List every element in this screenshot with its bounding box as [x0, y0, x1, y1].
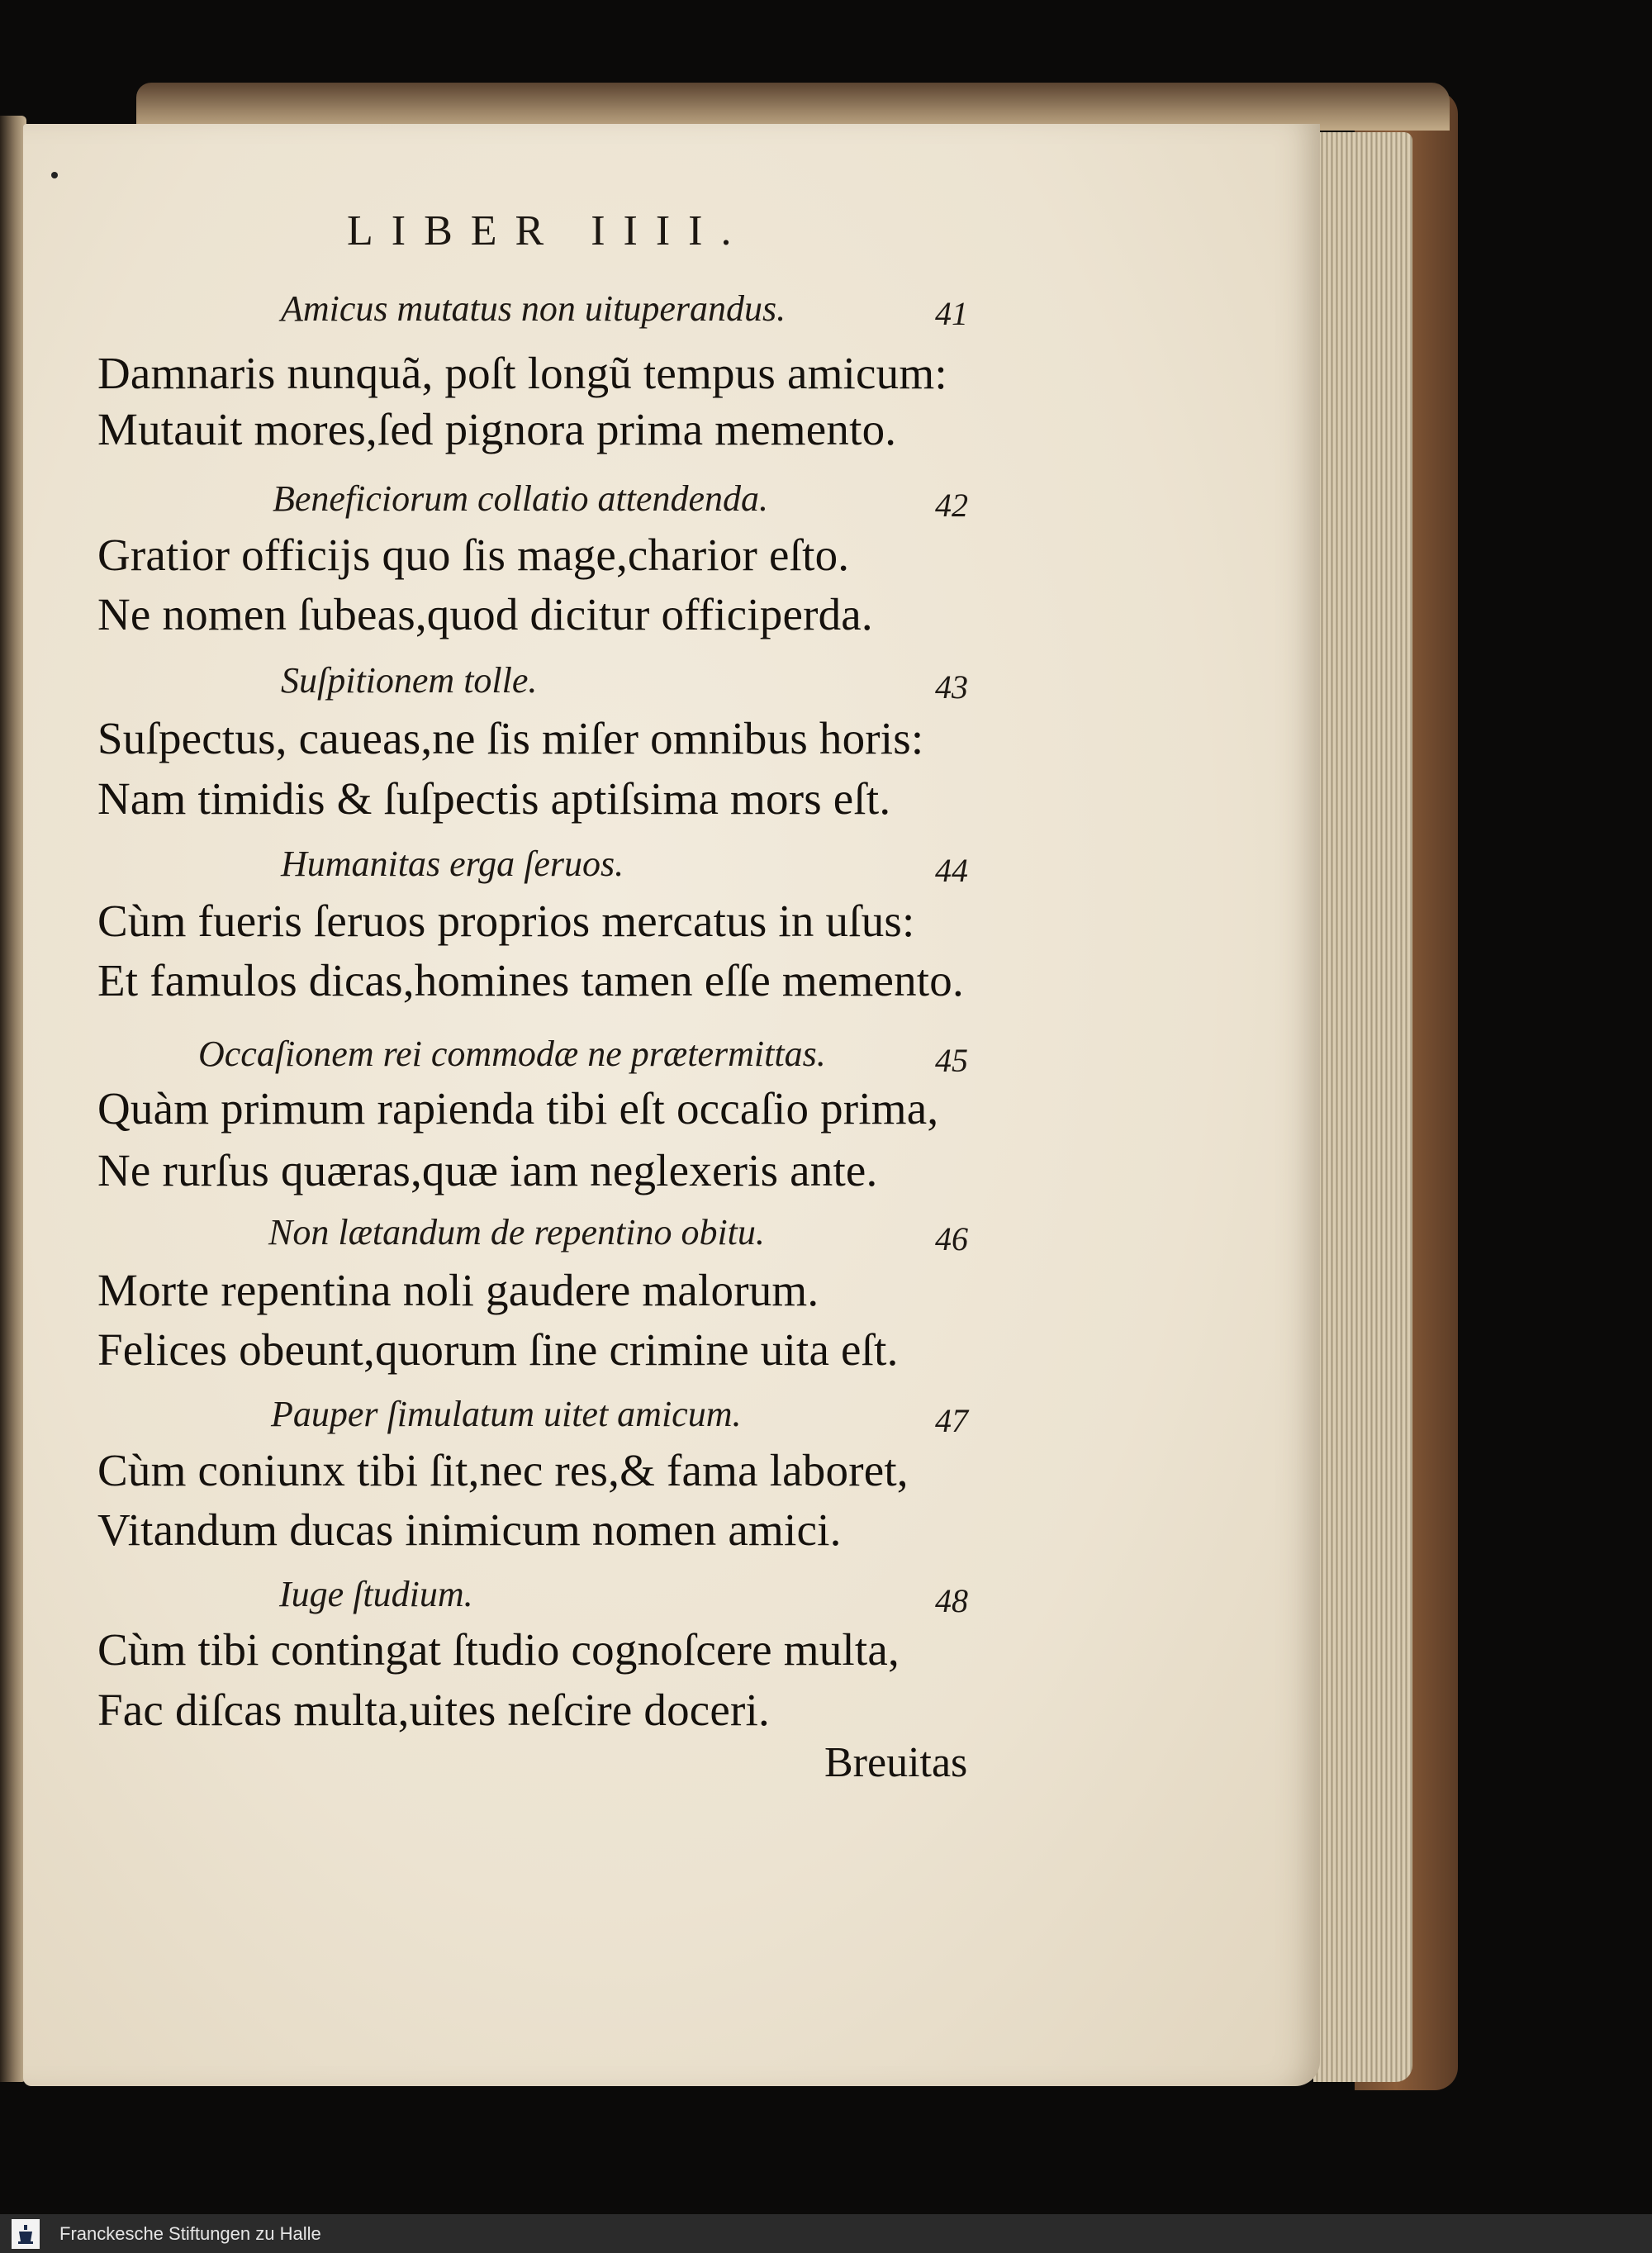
verse-line: Vitandum ducas inimicum nomen amici. — [97, 1504, 842, 1555]
entry-number: 45 — [935, 1042, 968, 1079]
verse-line: Gratior officijs quo ſis mage,charior eſto. — [97, 530, 850, 580]
verse-line: Nam timidis & ſuſpectis aptiſsima mors eſt. — [97, 773, 891, 824]
entry-title: Pauper ſimulatum uitet amicum. — [271, 1394, 742, 1434]
entry-number: 43 — [935, 668, 968, 706]
entry-title: Iuge ſtudium. — [279, 1574, 473, 1614]
entry-number: 44 — [935, 852, 968, 889]
ink-spot — [51, 172, 58, 178]
verse-line: Cùm fueris ſeruos proprios mercatus in uſus: — [97, 896, 915, 946]
page-edges — [1313, 132, 1412, 2082]
verse-line: Cùm coniunx tibi ſit,nec res,& fama laboret, — [97, 1445, 909, 1495]
verse-line: Fac diſcas multa,uites neſcire doceri. — [97, 1685, 770, 1735]
verse-line: Cùm tibi contingat ſtudio cognoſcere multa, — [97, 1624, 900, 1675]
institution-logo-icon — [12, 2219, 40, 2249]
verse-line: Mutauit mores,ſed pignora prima memento. — [97, 404, 897, 454]
footer-bar — [0, 2214, 1652, 2253]
verse-line: Et famulos dicas,homines tamen eſſe memento. — [97, 955, 964, 1005]
verse-line: Damnaris nunquã, poſt longũ tempus amicum: — [97, 348, 947, 398]
verse-line: Suſpectus, caueas,ne ſis miſer omnibus horis: — [97, 713, 924, 763]
entry-number: 42 — [935, 487, 968, 524]
catchword: Breuitas — [824, 1739, 968, 1786]
verse-line: Morte repentina noli gaudere malorum. — [97, 1265, 819, 1315]
entry-title: Amicus mutatus non uituperandus. — [281, 288, 786, 329]
verse-line: Ne rurſus quæras,quæ iam neglexeris ante. — [97, 1145, 878, 1195]
entry-title: Beneficiorum collatio attendenda. — [273, 478, 768, 519]
entry-title: Occaſionem rei commodæ ne prætermittas. — [198, 1034, 826, 1074]
verse-line: Quàm primum rapienda tibi eſt occaſio prima, — [97, 1083, 939, 1134]
entry-number: 46 — [935, 1220, 968, 1257]
verse-line: Ne nomen ſubeas,quod dicitur officiperda. — [97, 589, 873, 639]
entry-title: Humanitas erga ſeruos. — [281, 844, 624, 884]
footer-credit: Franckesche Stiftungen zu Halle — [59, 2222, 321, 2244]
entry-title: Suſpitionem tolle. — [281, 660, 538, 701]
verse-line: Felices obeunt,quorum ſine crimine uita eſt. — [97, 1324, 899, 1375]
entry-number: 48 — [935, 1582, 968, 1619]
entry-title: Non lætandum de repentino obitu. — [268, 1212, 765, 1252]
entry-number: 47 — [935, 1402, 968, 1439]
entry-number: 41 — [935, 295, 968, 332]
running-head: LIBER IIII. — [347, 207, 750, 254]
